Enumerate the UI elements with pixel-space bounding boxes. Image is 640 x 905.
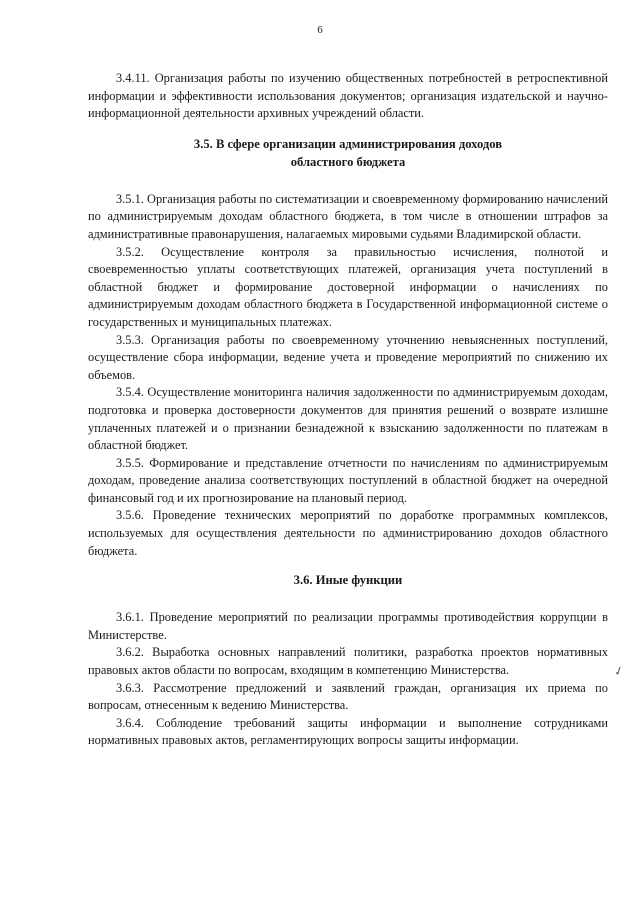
- paragraph-3-5-5: 3.5.5. Формирование и представление отчетности по начислениям по администрируемым доходам, проведение анализа соответствующих поступлений в областной бюджет на очередной финансовый год и их прогнозирование на плановый период.: [88, 455, 608, 505]
- document-body: [88, 70, 608, 750]
- paragraph-3-5-6: 3.5.6. Проведение технических мероприятий по доработке программных комплексов, используемых для осуществления деятельности по администрированию доходов областного бюджета.: [88, 508, 608, 558]
- handwritten-check-mark-icon: ✓: [611, 662, 626, 680]
- paragraph-3-5-4: 3.5.4. Осуществление мониторинга наличия задолженности по администрируемым доходам, подготовка и проверка достоверности документов для принятия решений о возврате излишне уплаченных платежей и о признании безнадежной к взысканию задолженности по платежам в областной бюджет.: [88, 385, 608, 453]
- section-heading-3-5: [88, 135, 608, 171]
- paragraph-3-4-11: 3.4.11. Организация работы по изучению общественных потребностей в ретроспективной информации и эффективности использования документов; организация издательской и научно-информационной деятельности архивных учреждений области.: [88, 71, 608, 121]
- paragraph-3-6-2: 3.6.2. Выработка основных направлений политики, разработка проектов нормативных правовых актов области по вопросам, входящим в компетенцию Министерства.: [88, 645, 608, 678]
- paragraph-3-6-4: 3.6.4. Соблюдение требований защиты информации и выполнение сотрудниками нормативных правовых актов, регламентирующих вопросы защиты информации.: [88, 715, 608, 748]
- paragraph-3-5-1: 3.5.1. Организация работы по систематизации и своевременному формированию начислений по администрируемым доходам областного бюджета, в том числе в отношении штрафов за административные правонарушения, налагаемых мировыми судьями Владимирской области.: [88, 191, 608, 241]
- page-number: 6: [317, 24, 323, 36]
- paragraph-3-6-3: 3.6.3. Рассмотрение предложений и заявлений граждан, организация их приема по вопросам, отнесенным к ведению Министерства.: [88, 680, 608, 713]
- section-heading-3-5-line2: областного бюджета: [290, 154, 406, 169]
- section-heading-3-6: 3.6. Иные функции: [293, 573, 403, 588]
- paragraph-3-5-2: 3.5.2. Осуществление контроля за правильностью исчисления, полнотой и своевременностью уплаты соответствующих платежей, организация учета поступлений в областной бюджет и формирование достоверной информации о начислениях по администрируемым доходам областного бюджета в Государственной информационной системе о государственных и муниципальных платежах.: [88, 244, 608, 329]
- paragraph-3-6-1: 3.6.1. Проведение мероприятий по реализации программы противодействия коррупции в Министерстве.: [88, 610, 608, 642]
- paragraph-3-5-3: 3.5.3. Организация работы по своевременному уточнению невыясненных поступлений, осуществление сбора информации, ведение учета и проведение мероприятий по снижению их объемов.: [88, 332, 608, 382]
- section-heading-3-5-line1: 3.5. В сфере организации администрирования доходов: [193, 136, 503, 151]
